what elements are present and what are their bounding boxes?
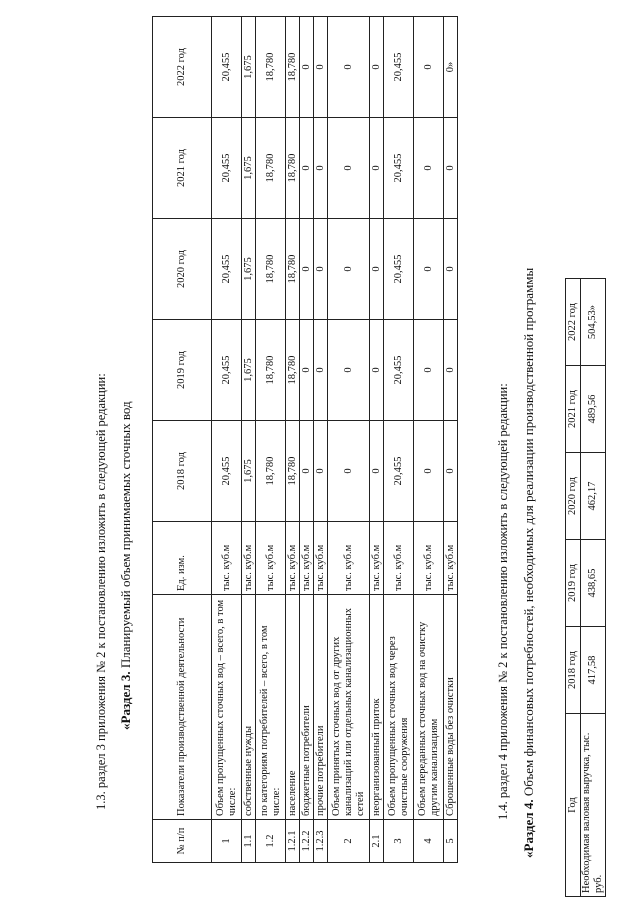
unit-cell: тыс. куб.м <box>212 522 242 595</box>
unit-cell: тыс. куб.м <box>444 522 458 595</box>
column-header: Показатели производственной деятельности <box>153 595 212 820</box>
column-header: № п/п <box>153 820 212 863</box>
value-cell: 0 <box>314 17 328 118</box>
table-row <box>212 17 242 863</box>
row-number-cell: 3 <box>384 820 414 863</box>
indicator-name-cell: население <box>286 595 300 820</box>
revenue-value-cell: 504,53» <box>581 279 606 366</box>
section4-prefix: «Раздел 4. <box>521 799 536 858</box>
table-row <box>242 17 256 863</box>
section4-intro: 1.4. раздел 4 приложения № 2 к постановлению изложить в следующей редакции: <box>496 383 510 820</box>
table-row <box>256 17 286 863</box>
value-cell: 18,780 <box>256 320 286 421</box>
section3-intro: 1.3. раздел 3 приложения № 2 к постановлению изложить в следующей редакции: <box>94 373 108 810</box>
value-cell: 18,780 <box>286 17 300 118</box>
value-cell: 0 <box>314 421 328 522</box>
revenue-value-cell: 417,58 <box>581 627 606 714</box>
column-header: 2020 год <box>153 219 212 320</box>
table-row <box>328 17 370 863</box>
indicator-name-cell: неорганизованный приток <box>370 595 384 820</box>
row-number-cell: 2.1 <box>370 820 384 863</box>
value-cell: 18,780 <box>286 118 300 219</box>
column-header: 2021 год <box>153 118 212 219</box>
value-cell: 20,455 <box>384 219 414 320</box>
row-number-cell: 1 <box>212 820 242 863</box>
value-cell: 18,780 <box>256 219 286 320</box>
revenue-value-cell: 438,65 <box>581 540 606 627</box>
year-cell: 2022 год <box>566 279 581 366</box>
revenue-value-cell: 489,56 <box>581 366 606 453</box>
year-header-cell: Год <box>566 714 581 897</box>
year-cell: 2020 год <box>566 453 581 540</box>
unit-cell: тыс. куб.м <box>328 522 370 595</box>
value-cell: 20,455 <box>212 17 242 118</box>
value-cell: 0 <box>444 421 458 522</box>
value-cell: 0» <box>444 17 458 118</box>
value-cell: 0 <box>370 118 384 219</box>
table-row <box>444 17 458 863</box>
financial-needs-table <box>565 278 606 897</box>
value-cell: 0 <box>370 421 384 522</box>
value-cell: 0 <box>314 118 328 219</box>
value-cell: 20,455 <box>384 421 414 522</box>
value-cell: 18,780 <box>256 118 286 219</box>
table-row <box>300 17 314 863</box>
value-cell: 20,455 <box>212 219 242 320</box>
table-row <box>384 17 414 863</box>
value-cell: 0 <box>328 118 370 219</box>
table-row <box>414 17 444 863</box>
column-header: 2022 год <box>153 17 212 118</box>
value-cell: 0 <box>328 17 370 118</box>
row-number-cell: 1.2 <box>256 820 286 863</box>
unit-cell: тыс. куб.м <box>300 522 314 595</box>
value-cell: 20,455 <box>384 118 414 219</box>
value-cell: 0 <box>300 118 314 219</box>
section3-title: Планируемый объем принимаемых сточных вод <box>118 401 133 669</box>
table-header-row <box>153 17 212 863</box>
table-row <box>314 17 328 863</box>
indicator-name-cell: собственные нужды <box>242 595 256 820</box>
value-cell: 0 <box>414 17 444 118</box>
row-number-cell: 2 <box>328 820 370 863</box>
value-cell: 0 <box>370 17 384 118</box>
value-cell: 0 <box>370 219 384 320</box>
indicator-name-cell: по категориям потребителей – всего, в том числе: <box>256 595 286 820</box>
unit-cell: тыс. куб.м <box>256 522 286 595</box>
value-cell: 0 <box>300 17 314 118</box>
value-cell: 18,780 <box>286 421 300 522</box>
section3-heading <box>118 401 134 730</box>
year-cell: 2018 год <box>566 627 581 714</box>
row-number-cell: 4 <box>414 820 444 863</box>
value-cell: 1,675 <box>242 421 256 522</box>
value-cell: 0 <box>414 320 444 421</box>
value-cell: 0 <box>314 219 328 320</box>
table-row <box>286 17 300 863</box>
value-cell: 0 <box>444 118 458 219</box>
section3-prefix: «Раздел 3. <box>118 671 133 730</box>
wastewater-volume-table <box>152 16 458 863</box>
value-cell: 20,455 <box>212 320 242 421</box>
table4-value-row <box>581 279 606 897</box>
column-header: 2019 год <box>153 320 212 421</box>
revenue-label-cell: Необходимая валовая выручка, тыс. руб. <box>581 714 606 897</box>
unit-cell: тыс. куб.м <box>314 522 328 595</box>
row-number-cell: 1.1 <box>242 820 256 863</box>
value-cell: 0 <box>300 219 314 320</box>
section4-title: Объем финансовых потребностей, необходимых для реализации производственной программы <box>521 267 536 797</box>
row-number-cell: 1.2.2 <box>300 820 314 863</box>
unit-cell: тыс. куб.м <box>286 522 300 595</box>
value-cell: 0 <box>444 219 458 320</box>
row-number-cell: 1.2.3 <box>314 820 328 863</box>
value-cell: 0 <box>300 320 314 421</box>
unit-cell: тыс. куб.м <box>370 522 384 595</box>
column-header: 2018 год <box>153 421 212 522</box>
unit-cell: тыс. куб.м <box>242 522 256 595</box>
value-cell: 0 <box>300 421 314 522</box>
value-cell: 0 <box>414 118 444 219</box>
year-cell: 2021 год <box>566 366 581 453</box>
row-number-cell: 1.2.1 <box>286 820 300 863</box>
value-cell: 18,780 <box>256 17 286 118</box>
indicator-name-cell: Сброшенные воды без очистки <box>444 595 458 820</box>
value-cell: 1,675 <box>242 320 256 421</box>
indicator-name-cell: Объем принятых сточных вод от других канализаций или отдельных канализационных сетей <box>328 595 370 820</box>
value-cell: 0 <box>414 219 444 320</box>
unit-cell: тыс. куб.м <box>414 522 444 595</box>
value-cell: 20,455 <box>384 320 414 421</box>
unit-cell: тыс. куб.м <box>384 522 414 595</box>
value-cell: 0 <box>328 421 370 522</box>
value-cell: 0 <box>328 320 370 421</box>
indicator-name-cell: бюджетные потребители <box>300 595 314 820</box>
indicator-name-cell: Объем пропущенных сточных вод – всего, в том числе: <box>212 595 242 820</box>
value-cell: 1,675 <box>242 17 256 118</box>
year-cell: 2019 год <box>566 540 581 627</box>
value-cell: 18,780 <box>286 219 300 320</box>
value-cell: 18,780 <box>256 421 286 522</box>
value-cell: 20,455 <box>212 421 242 522</box>
value-cell: 0 <box>414 421 444 522</box>
indicator-name-cell: Объем пропущенных сточных вод через очистные сооружения <box>384 595 414 820</box>
value-cell: 18,780 <box>286 320 300 421</box>
value-cell: 20,455 <box>212 118 242 219</box>
value-cell: 20,455 <box>384 17 414 118</box>
value-cell: 0 <box>328 219 370 320</box>
value-cell: 1,675 <box>242 219 256 320</box>
value-cell: 1,675 <box>242 118 256 219</box>
value-cell: 0 <box>314 320 328 421</box>
value-cell: 0 <box>370 320 384 421</box>
table4-header-row <box>566 279 581 897</box>
indicator-name-cell: прочие потребители <box>314 595 328 820</box>
column-header: Ед. изм. <box>153 522 212 595</box>
indicator-name-cell: Объем переданных сточных вод на очистку другим канализациям <box>414 595 444 820</box>
revenue-value-cell: 462,17 <box>581 453 606 540</box>
value-cell: 0 <box>444 320 458 421</box>
section4-heading <box>521 268 537 858</box>
row-number-cell: 5 <box>444 820 458 863</box>
table-row <box>370 17 384 863</box>
